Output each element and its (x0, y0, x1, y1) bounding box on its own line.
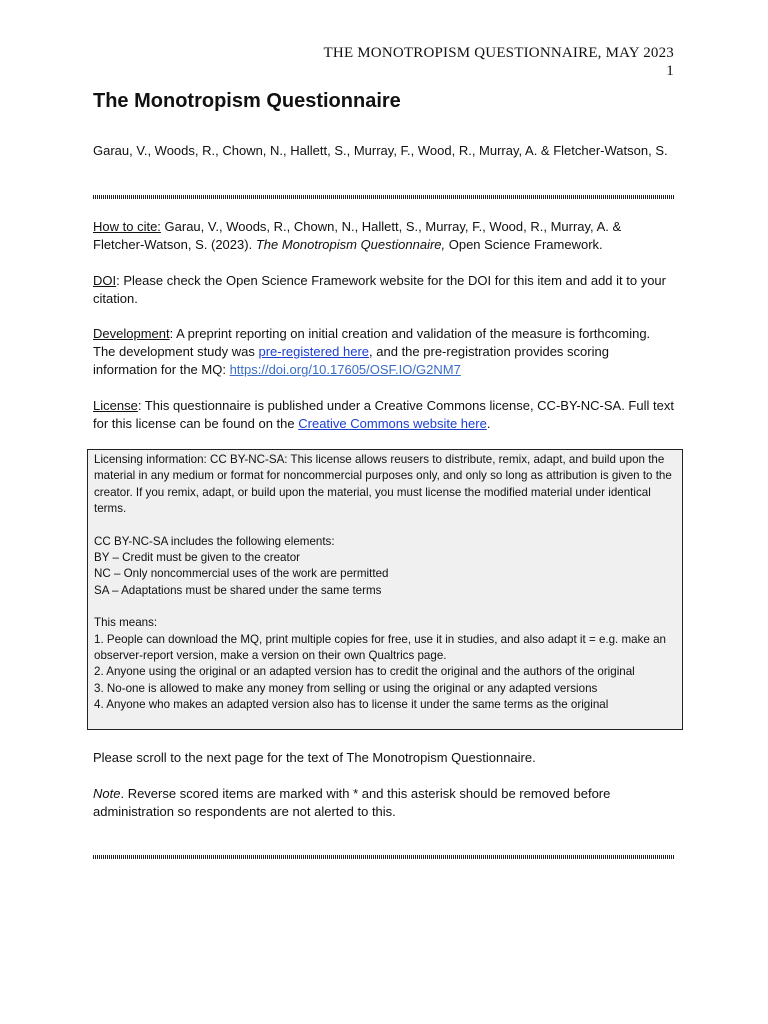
license-label: License (93, 398, 138, 413)
license-paragraph (93, 397, 675, 433)
means-heading: This means: (94, 616, 158, 630)
means-item-2: 2. Anyone using the original or an adapted version has to credit the original and the authors of the original (94, 665, 635, 679)
development-text-2: , and the pre-registration provides scoring information for the MQ: (93, 344, 609, 377)
note-label: Note (93, 786, 121, 801)
document-title: The Monotropism Questionnaire (93, 90, 401, 112)
creative-commons-link[interactable]: Creative Commons website here (298, 416, 487, 431)
citation-paragraph (93, 218, 675, 254)
means-item-3: 3. No-one is allowed to make any money from selling or using the original or any adapted versions (94, 681, 598, 695)
citation-text-before: Garau, V., Woods, R., Chown, N., Hallett, S., Murray, F., Wood, R., Murray, A. & Fletcher-Watson, S. (2023). (93, 219, 622, 252)
development-paragraph (93, 325, 675, 379)
scroll-note: Please scroll to the next page for the text of The Monotropism Questionnaire. (93, 750, 536, 765)
citation-work-title: The Monotropism Questionnaire, (255, 237, 446, 252)
element-sa: SA – Adaptations must be shared under the same terms (94, 583, 382, 597)
development-text-1: : A preprint reporting on initial creation and validation of the measure is forthcoming. The development study was (93, 326, 651, 359)
running-title: THE MONOTROPISM QUESTIONNAIRE, MAY 2023 (323, 45, 674, 61)
license-text-2: . (486, 416, 491, 431)
top-divider (93, 195, 675, 199)
bottom-divider (93, 855, 675, 859)
running-header (324, 44, 674, 80)
doi-paragraph (93, 272, 675, 308)
element-by: BY – Credit must be given to the creator (94, 551, 301, 565)
spacer (94, 599, 676, 615)
development-label: Development (93, 326, 170, 341)
preregistration-link[interactable]: pre-registered here (258, 344, 370, 359)
citation-label: How to cite: (93, 219, 161, 234)
license-intro: Licensing information: CC BY-NC-SA: This license allows reusers to distribute, remix, adapt, and build upon the material in any medium or format for noncommercial purposes only, and only so long as attribution is given to the creator. If you remix, adapt, or build upon the material, you must license the modified material under identical terms. (94, 453, 672, 516)
means-item-4: 4. Anyone who makes an adapted version also has to license it under the same terms as the original (94, 698, 609, 712)
license-info-box (87, 449, 683, 730)
elements-heading: CC BY-NC-SA includes the following elements: (94, 534, 335, 548)
means-item-1: 1. People can download the MQ, print multiple copies for free, use it in studies, and also adapt it = e.g. make an observer-report version, make a version on their own Qualtrics page. (94, 632, 666, 663)
doi-text: : Please check the Open Science Framework website for the DOI for this item and add it to your citation. (93, 273, 666, 306)
osf-doi-link[interactable]: https://doi.org/10.17605/OSF.IO/G2NM7 (229, 362, 461, 377)
spacer (94, 518, 676, 534)
note-text: . Reverse scored items are marked with * and this asterisk should be removed before administration so respondents are not alerted to this. (93, 786, 611, 819)
license-text-1: : This questionnaire is published under a Creative Commons license, CC-BY-NC-SA. Full text for this license can be found on the (93, 398, 674, 431)
reverse-scoring-note (93, 785, 675, 821)
author-list: Garau, V., Woods, R., Chown, N., Hallett, S., Murray, F., Wood, R., Murray, A. & Fletcher-Watson, S. (93, 143, 668, 158)
citation-text-after: Open Science Framework. (445, 237, 603, 252)
doi-label: DOI (93, 273, 117, 288)
page-number: 1 (666, 63, 674, 79)
element-nc: NC – Only noncommercial uses of the work are permitted (94, 567, 389, 581)
